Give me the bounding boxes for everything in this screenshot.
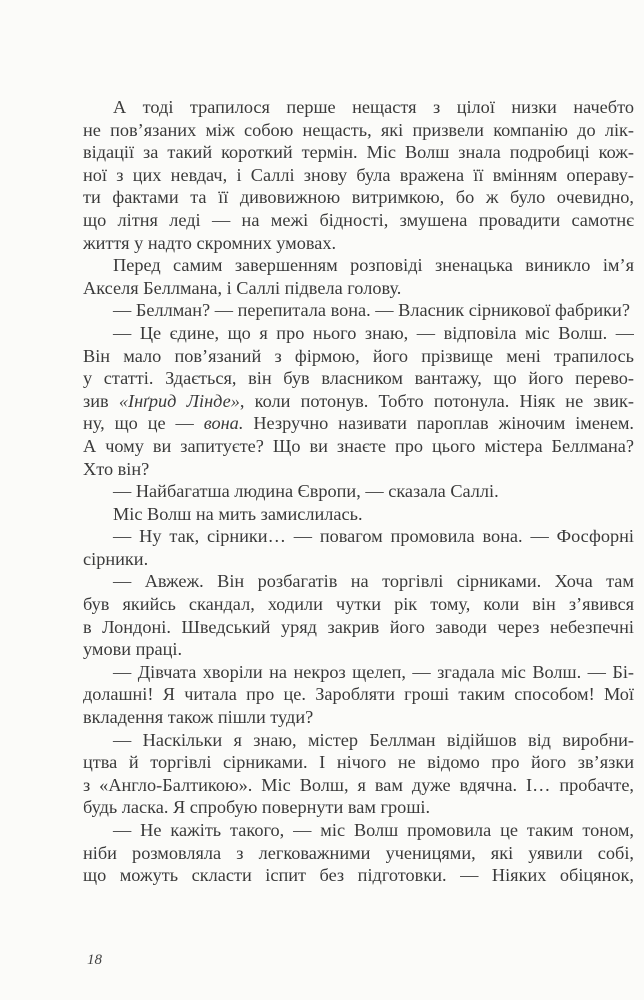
text-segment: будь ласка. Я спробую повернути вам гроші. [83, 797, 431, 818]
text-segment: був якийсь скандал, ходили чутки рік тому, коли він з’явився [83, 594, 634, 615]
text-line [83, 435, 634, 458]
text-line [83, 683, 634, 706]
text-segment: — Це єдине, що я про нього знаю, — відповіла міс Волш. — [113, 322, 634, 343]
text-segment: в Лондоні. Шведський уряд закрив його заводи через небезпечні [83, 616, 634, 637]
text-segment: — Ну так, сірники… — повагом промовила вона. — Фосфорні [113, 526, 634, 547]
text-segment: у статті. Здається, він був власником вантажу, що його перево- [83, 368, 634, 389]
text-segment: цтва й торгівлі сірниками. І нічого не відомо про його зв’язки [83, 752, 634, 773]
text-segment: Незручно називати пароплав жіночим іменем. [243, 413, 634, 434]
text-line [83, 638, 634, 661]
text-line [83, 842, 634, 865]
text-line [83, 593, 634, 616]
text-segment: ної з цих невдач, і Саллі знову була вражена її вмінням операву- [83, 164, 634, 185]
text-segment: з «Англо-Балтикою». Міс Волш, я вам дуже вдячна. І… пробачте, [83, 774, 634, 795]
text-line [83, 345, 634, 368]
text-segment: сірники. [83, 548, 149, 569]
text-line [83, 164, 634, 187]
text-line [83, 796, 634, 819]
text-segment: — Найбагатша людина Європи, — сказала Саллі. [113, 481, 499, 502]
text-line [83, 706, 634, 729]
text-segment: життя у надто скромних умовах. [83, 232, 337, 253]
text-segment: Перед самим завершенням розповіді зненацька виникло ім’я [113, 255, 634, 276]
text-line [83, 119, 634, 142]
text-segment: долашні! Я читала про це. Заробляти гроші таким способом! Мої [83, 684, 634, 705]
body-text [83, 96, 634, 887]
text-segment: Хто він? [83, 458, 150, 479]
text-segment: — Не кажіть такого, — міс Волш промовила це таким тоном, [113, 820, 634, 840]
text-line [83, 232, 634, 255]
text-segment: ти фактами та її дивовижною витримкою, бо ж було очевидно, [83, 187, 634, 208]
text-segment: — Беллман? — перепитала вона. — Власник сірникової фабрики? [113, 300, 630, 321]
text-line [83, 729, 634, 752]
text-line [83, 277, 634, 300]
text-segment: що літня леді — на межі бідності, змушена провадити самотнє [83, 209, 634, 230]
text-line [83, 480, 634, 503]
text-segment: , коли потонув. Тобто потонула. Ніяк не звик- [239, 390, 634, 411]
text-segment: що можуть скласти іспит без підготовки. — Ніяких обіцянок, [83, 865, 634, 886]
text-line [83, 864, 634, 887]
text-line [83, 367, 634, 390]
text-line [83, 141, 634, 164]
text-segment: не пов’язаних між собою нещасть, які призвели компанію до лік- [83, 119, 634, 140]
text-segment: — Наскільки я знаю, містер Беллман відійшов від виробни- [113, 729, 634, 750]
text-line [83, 503, 634, 526]
text-segment: «Інґрид Лінде» [118, 390, 240, 411]
text-line [83, 458, 634, 481]
text-segment: — Авжеж. Він розбагатів на торгівлі сірниками. Хоча там [113, 571, 634, 592]
text-line [83, 661, 634, 684]
text-segment: Він мало пов’язаний з фірмою, його прізвище мені трапилось [83, 345, 634, 366]
text-segment: Міс Волш на мить замислилась. [113, 503, 363, 524]
text-line [83, 548, 634, 571]
text-line [83, 570, 634, 593]
text-line [83, 751, 634, 774]
text-line [83, 186, 634, 209]
text-segment: Акселя Беллмана, і Саллі підвела голову. [83, 277, 402, 298]
text-segment: А чому ви запитуєте? Що ви знаєте про цього містера Беллмана? [83, 435, 634, 456]
text-line [83, 322, 634, 345]
text-segment: А тоді трапилося перше нещастя з цілої низки начебто [113, 97, 634, 117]
text-line [83, 412, 634, 435]
text-segment: ніби розмовляла з легковажними ученицями, які уявили собі, [83, 842, 634, 863]
text-segment: — Дівчата хворіли на некроз щелеп, — згадала міс Волш. — Бі- [113, 661, 634, 682]
text-line [83, 819, 634, 842]
text-segment: зив [83, 390, 119, 411]
text-line [83, 390, 634, 413]
text-segment: вкладення також пішли туди? [83, 707, 314, 728]
text-line [83, 254, 634, 277]
text-line [83, 525, 634, 548]
text-line [83, 774, 634, 797]
text-segment: відації за такий короткий термін. Міс Волш знала подробиці кож- [83, 142, 634, 163]
text-line [83, 209, 634, 232]
text-segment: умови праці. [83, 639, 183, 660]
text-line [83, 616, 634, 639]
text-line [83, 299, 634, 322]
text-segment: ну, що це — [83, 413, 204, 434]
text-segment: вона. [203, 413, 244, 434]
text-line [83, 96, 634, 119]
page-number: 18 [87, 952, 102, 968]
